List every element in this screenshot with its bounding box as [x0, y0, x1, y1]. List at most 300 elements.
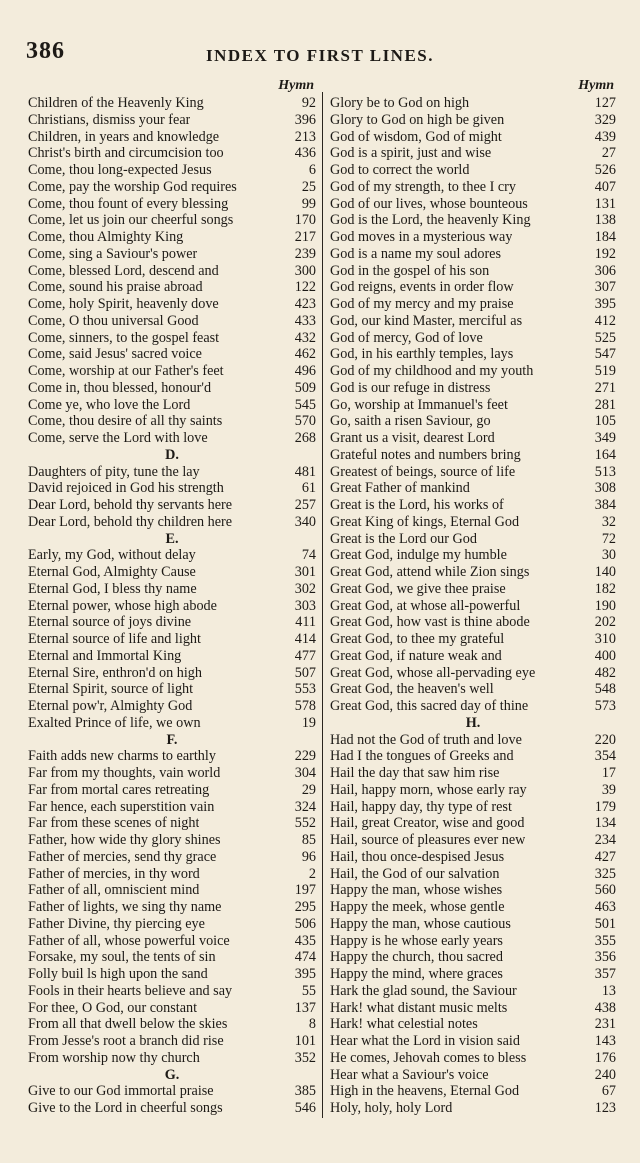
index-entry: [330, 397, 616, 414]
hymn-number: 176: [594, 1049, 616, 1066]
hymn-number: 25: [301, 178, 316, 195]
hymn-number: 474: [294, 949, 316, 966]
index-entry: [330, 313, 616, 330]
hymn-number: 545: [294, 396, 316, 413]
index-entry: [330, 849, 616, 866]
first-line-text: Great God, how vast is thine abode: [330, 614, 530, 631]
index-entry: [28, 966, 316, 983]
hymn-number: 496: [294, 363, 316, 379]
index-entry: [28, 581, 316, 598]
hymn-number: 184: [594, 229, 616, 245]
index-entry: [28, 480, 316, 497]
hymn-number: 560: [594, 882, 616, 899]
index-entry: [28, 95, 316, 112]
index-entry: [28, 1033, 316, 1050]
index-entry: [330, 430, 616, 447]
index-entry: [28, 413, 316, 430]
first-line-text: God of my mercy and my praise: [330, 296, 514, 312]
first-line-text: Eternal Spirit, source of light: [28, 681, 194, 698]
index-entry: [330, 95, 616, 112]
hymn-number: 74: [301, 547, 316, 564]
index-entry: [330, 698, 616, 715]
index-entry: [28, 983, 316, 1000]
index-entry: [330, 1033, 616, 1050]
first-line-text: Christians, dismiss your fear: [28, 111, 191, 128]
hymn-number: 30: [601, 547, 616, 564]
index-entry: [330, 464, 616, 481]
first-line-text: Eternal source of joys divine: [28, 614, 192, 631]
first-line-text: God of my childhood and my youth: [330, 363, 534, 379]
first-line-text: Dear Lord, behold thy children here: [28, 513, 233, 530]
hymn-number: 197: [294, 882, 316, 899]
first-line-text: Give to our God immortal praise: [28, 1083, 214, 1100]
page-number: 386: [26, 38, 65, 64]
first-line-text: Great God, at whose all-powerful: [330, 597, 521, 614]
index-entry: [330, 363, 616, 380]
index-entry: [330, 296, 616, 313]
first-line-text: Children of the Heavenly King: [28, 95, 204, 111]
first-line-text: Father of all, whose powerful voice: [28, 932, 230, 949]
hymn-number: 395: [294, 966, 316, 982]
hymn-number: 301: [294, 564, 316, 580]
hymn-number: 553: [294, 681, 316, 698]
index-entry: [330, 196, 616, 213]
index-entry: [28, 715, 316, 732]
first-line-text: From worship now thy church: [28, 1049, 200, 1066]
hymn-number: 435: [294, 932, 316, 949]
first-line-text: Eternal Sire, enthron'd on high: [28, 664, 202, 681]
hymn-number: 548: [594, 681, 616, 698]
index-entry: [330, 866, 616, 883]
hymn-number: 325: [594, 865, 616, 882]
index-entry: [330, 564, 616, 581]
index-entry: [330, 631, 616, 648]
index-entry: [28, 564, 316, 581]
first-line-text: Give to the Lord in cheerful songs: [28, 1100, 223, 1116]
index-entry: [28, 464, 316, 481]
hymn-number: 462: [294, 346, 316, 363]
first-line-text: Great God, whose all-pervading eye: [330, 664, 536, 681]
hymn-number: 519: [594, 363, 616, 379]
index-entry: [330, 212, 616, 229]
index-entry: [330, 380, 616, 397]
first-line-text: Come, sinners, to the gospel feast: [28, 329, 220, 346]
index-entry: [330, 748, 616, 765]
first-line-text: Father of lights, we sing thy name: [28, 899, 222, 915]
index-entry: [330, 1067, 616, 1084]
hymn-number: 101: [294, 1033, 316, 1049]
hymn-column-header: Hymn: [578, 78, 614, 93]
hymn-number: 182: [594, 580, 616, 597]
first-line-text: Far from my thoughts, vain world: [28, 765, 221, 781]
index-entry: [28, 782, 316, 799]
hymn-number: 438: [594, 999, 616, 1016]
index-entry: [330, 1100, 616, 1117]
hymn-number: 463: [594, 899, 616, 915]
first-line-text: Greatest of beings, source of life: [330, 463, 516, 480]
first-line-text: God is a spirit, just and wise: [330, 145, 492, 162]
hymn-number: 96: [301, 848, 316, 865]
hymn-number: 55: [301, 982, 316, 999]
left-column: [28, 78, 316, 1117]
first-line-text: God of mercy, God of love: [330, 329, 483, 346]
section-letter: G.: [164, 1066, 180, 1083]
first-line-text: Children, in years and knowledge: [28, 128, 220, 145]
index-entry: [28, 832, 316, 849]
index-entry: [330, 129, 616, 146]
index-entry: [28, 882, 316, 899]
first-line-text: Come, holy Spirit, heavenly dove: [28, 296, 219, 312]
index-entry: [330, 648, 616, 665]
column-divider: [322, 92, 323, 1118]
hymn-number: 395: [594, 296, 616, 312]
index-entry: [28, 246, 316, 263]
first-line-text: Great God, the heaven's well: [330, 681, 494, 698]
index-entry: [28, 698, 316, 715]
hymn-number: 17: [601, 765, 616, 781]
first-line-text: Come, worship at our Father's feet: [28, 363, 224, 379]
first-line-text: Come, thou fount of every blessing: [28, 195, 229, 212]
hymn-number: 439: [594, 128, 616, 145]
index-entry: [28, 380, 316, 397]
hymn-number: 513: [594, 463, 616, 480]
first-line-text: Hark the glad sound, the Saviour: [330, 982, 517, 999]
first-line-text: Great is the Lord, his works of: [330, 497, 504, 513]
hymn-number: 123: [594, 1100, 616, 1116]
first-line-text: Great God, this sacred day of thine: [330, 698, 529, 714]
first-line-text: Far from mortal cares retreating: [28, 781, 210, 798]
hymn-number: 134: [594, 815, 616, 832]
index-entry: [28, 279, 316, 296]
first-line-text: God to correct the world: [330, 162, 470, 178]
first-line-text: Hail, the God of our salvation: [330, 865, 500, 882]
index-entry: [28, 799, 316, 816]
first-line-text: Hail, great Creator, wise and good: [330, 815, 525, 832]
first-line-text: Great King of kings, Eternal God: [330, 513, 520, 530]
first-line-text: Eternal source of life and light: [28, 631, 201, 647]
first-line-text: For thee, O God, our constant: [28, 999, 198, 1016]
first-line-text: Come, O thou universal Good: [28, 312, 199, 329]
hymn-number: 501: [594, 915, 616, 932]
first-line-text: God is a name my soul adores: [330, 245, 502, 262]
hymn-number: 385: [294, 1083, 316, 1100]
hymn-number: 546: [294, 1100, 316, 1116]
hymn-number: 308: [594, 480, 616, 497]
hymn-number: 526: [594, 162, 616, 178]
first-line-text: God reigns, events in order flow: [330, 279, 514, 296]
hymn-number: 355: [594, 932, 616, 949]
index-entry: [330, 497, 616, 514]
index-entry: [330, 413, 616, 430]
index-entry: [330, 514, 616, 531]
first-line-text: Come, sing a Saviour's power: [28, 245, 198, 262]
index-entry: [28, 1000, 316, 1017]
first-line-text: God is the Lord, the heavenly King: [330, 212, 531, 229]
hymn-number: 482: [594, 664, 616, 681]
first-line-text: Early, my God, without delay: [28, 547, 196, 564]
index-entry: [28, 346, 316, 363]
index-entry: [330, 665, 616, 682]
first-line-text: Great God, if nature weak and: [330, 647, 502, 664]
first-line-text: Come, let us join our cheerful songs: [28, 212, 234, 229]
first-line-text: Hail the day that saw him rise: [330, 765, 500, 781]
first-line-text: Happy is he whose early years: [330, 932, 503, 949]
hymn-number: 239: [294, 245, 316, 262]
first-line-text: Happy the man, whose wishes: [330, 882, 503, 899]
hymn-number: 481: [294, 463, 316, 480]
index-entry: [28, 916, 316, 933]
index-entry: [28, 765, 316, 782]
section-letter: E.: [165, 530, 179, 547]
hymn-number: 525: [594, 329, 616, 346]
hymn-number: 349: [594, 430, 616, 446]
hymn-number: 340: [294, 513, 316, 530]
index-entry: [330, 983, 616, 1000]
first-line-text: God moves in a mysterious way: [330, 229, 513, 245]
index-entry: [330, 933, 616, 950]
hymn-number: 61: [301, 480, 316, 497]
hymn-number: 190: [594, 597, 616, 614]
hymn-number: 300: [294, 262, 316, 279]
index-entry: [330, 949, 616, 966]
hymn-number: 310: [594, 631, 616, 647]
hymn-number: 67: [601, 1083, 616, 1100]
first-line-text: Eternal pow'r, Almighty God: [28, 698, 193, 714]
hymn-number: 13: [601, 982, 616, 999]
first-line-text: Christ's birth and circumcision too: [28, 145, 224, 162]
hymn-number: 356: [594, 949, 616, 966]
index-entry: [28, 162, 316, 179]
index-entry: [28, 313, 316, 330]
first-line-text: Come, serve the Lord with love: [28, 430, 208, 446]
index-entry: [330, 162, 616, 179]
hymn-number: 307: [594, 279, 616, 296]
index-entry: [330, 346, 616, 363]
first-line-text: Father Divine, thy piercing eye: [28, 915, 205, 932]
first-line-text: Glory to God on high be given: [330, 111, 505, 128]
hymn-number: 29: [301, 781, 316, 798]
first-line-text: Father, how wide thy glory shines: [28, 832, 221, 848]
first-line-text: Happy the man, whose cautious: [330, 915, 511, 932]
page-title: INDEX TO FIRST LINES.: [205, 46, 435, 65]
hymn-number: 329: [594, 111, 616, 128]
index-entry: [28, 866, 316, 883]
first-line-text: Happy the church, thou sacred: [330, 949, 503, 966]
hymn-number: 32: [601, 513, 616, 530]
hymn-number: 412: [594, 312, 616, 329]
hymn-number: 231: [594, 1016, 616, 1033]
first-line-text: Far from these scenes of night: [28, 815, 200, 832]
first-line-text: Hail, thou once-despised Jesus: [330, 848, 505, 865]
first-line-text: Come, thou long-expected Jesus: [28, 162, 212, 178]
index-entry: [28, 614, 316, 631]
index-entry: [28, 949, 316, 966]
hymn-number: 202: [594, 614, 616, 631]
hymn-number: 354: [594, 748, 616, 765]
first-line-text: Great Father of mankind: [330, 480, 470, 497]
hymn-number: 39: [601, 781, 616, 798]
first-line-text: Hail, source of pleasures ever new: [330, 832, 526, 848]
first-line-text: God of wisdom, God of might: [330, 128, 502, 145]
index-entry: [28, 665, 316, 682]
index-entry: [330, 447, 616, 464]
first-line-text: God of my strength, to thee I cry: [330, 178, 516, 195]
first-line-text: Great is the Lord our God: [330, 530, 477, 547]
index-entry: [330, 966, 616, 983]
first-line-text: Hail, happy day, thy type of rest: [330, 798, 512, 815]
section-letter: H.: [465, 714, 481, 731]
first-line-text: Come, blessed Lord, descend and: [28, 262, 219, 279]
hymn-number: 306: [594, 262, 616, 279]
hymn-number: 547: [594, 346, 616, 363]
hymn-number: 433: [294, 312, 316, 329]
section-letter: D.: [165, 446, 179, 463]
first-line-text: Grateful notes and numbers bring: [330, 446, 521, 463]
hymn-number: 220: [594, 731, 616, 748]
first-line-text: Far hence, each superstition vain: [28, 798, 215, 815]
first-line-text: David rejoiced in God his strength: [28, 480, 224, 497]
index-entry: [28, 1083, 316, 1100]
section-letter: F.: [166, 731, 178, 748]
index-entry: [28, 497, 316, 514]
first-line-text: Had not the God of truth and love: [330, 731, 522, 748]
hymn-number: 122: [294, 279, 316, 296]
hymn-number: 357: [594, 966, 616, 982]
index-entry: [28, 263, 316, 280]
index-entry: [28, 748, 316, 765]
first-line-text: Hear what a Saviour's voice: [330, 1066, 489, 1083]
first-line-text: Great God, we give thee praise: [330, 580, 506, 597]
hymn-number: 295: [294, 899, 316, 915]
index-entry: [28, 1016, 316, 1033]
first-line-text: Holy, holy, holy Lord: [330, 1100, 453, 1116]
first-line-text: God, our kind Master, merciful as: [330, 312, 523, 329]
first-line-text: Grant us a visit, dearest Lord: [330, 430, 495, 446]
index-entry: [28, 1050, 316, 1067]
index-entry: [330, 531, 616, 548]
first-line-text: Faith adds new charms to earthly: [28, 748, 216, 765]
hymn-number: 268: [294, 430, 316, 446]
hymn-number: 72: [601, 530, 616, 547]
index-entry: [28, 363, 316, 380]
index-entry: [28, 179, 316, 196]
index-entry: [330, 916, 616, 933]
index-entry: [28, 1100, 316, 1117]
first-line-text: Had I the tongues of Greeks and: [330, 748, 514, 765]
hymn-number: 384: [594, 497, 616, 513]
first-line-text: Daughters of pity, tune the lay: [28, 463, 200, 480]
hymn-number: 302: [294, 580, 316, 597]
first-line-text: Father of mercies, in thy word: [28, 865, 200, 882]
first-line-text: Hail, happy morn, whose early ray: [330, 781, 527, 798]
first-line-text: Hear what the Lord in vision said: [330, 1033, 520, 1049]
index-entry: [28, 145, 316, 162]
index-entry: [28, 899, 316, 916]
first-line-text: Great God, to thee my grateful: [330, 631, 505, 647]
index-entry: [28, 815, 316, 832]
hymn-number: 105: [594, 413, 616, 430]
index-entry: [330, 145, 616, 162]
index-entry: [28, 229, 316, 246]
hymn-number: 304: [294, 765, 316, 781]
hymn-number: 127: [594, 95, 616, 111]
index-entry: [330, 112, 616, 129]
first-line-text: Exalted Prince of life, we own: [28, 714, 201, 731]
first-line-text: From Jesse's root a branch did rise: [28, 1033, 224, 1049]
hymn-number: 85: [301, 832, 316, 848]
index-entry: [28, 648, 316, 665]
first-line-text: Come, thou desire of all thy saints: [28, 413, 223, 430]
index-entry: [28, 112, 316, 129]
first-line-text: God is our refuge in distress: [330, 379, 491, 396]
hymn-number: 217: [294, 229, 316, 245]
index-entry: [330, 598, 616, 615]
first-line-text: Great God, indulge my humble: [330, 547, 507, 564]
first-line-text: Great God, attend while Zion sings: [330, 564, 530, 580]
hymn-number: 396: [294, 111, 316, 128]
hymn-column-header: Hymn: [278, 78, 314, 93]
index-entry: [330, 765, 616, 782]
hymn-number: 414: [294, 631, 316, 647]
first-line-text: Father of mercies, send thy grace: [28, 848, 217, 865]
hymn-number: 213: [294, 128, 316, 145]
first-line-text: High in the heavens, Eternal God: [330, 1083, 520, 1100]
hymn-number: 324: [294, 798, 316, 815]
first-line-text: Eternal God, I bless thy name: [28, 580, 197, 597]
hymn-number: 400: [594, 647, 616, 664]
index-entry: [28, 631, 316, 648]
first-line-text: Come, thou Almighty King: [28, 229, 184, 245]
index-entry: [28, 212, 316, 229]
index-entry: [28, 598, 316, 615]
hymn-number: 407: [594, 178, 616, 195]
hymn-number: 6: [308, 162, 316, 178]
hymn-number: 570: [294, 413, 316, 430]
index-entry: [330, 547, 616, 564]
hymn-number: 131: [594, 195, 616, 212]
index-entry: [28, 514, 316, 531]
index-entry: [330, 782, 616, 799]
hymn-number: 477: [294, 647, 316, 664]
index-entry: [330, 681, 616, 698]
hymn-number: 573: [594, 698, 616, 714]
first-line-text: Eternal God, Almighty Cause: [28, 564, 196, 580]
index-entry: [330, 882, 616, 899]
first-line-text: God, in his earthly temples, lays: [330, 346, 514, 363]
index-entry: [28, 397, 316, 414]
first-line-text: Fools in their hearts believe and say: [28, 982, 233, 999]
index-entry: [330, 1000, 616, 1017]
index-entry: [28, 681, 316, 698]
first-line-text: Eternal and Immortal King: [28, 647, 182, 664]
hymn-number: 138: [594, 212, 616, 229]
first-line-text: Come, said Jesus' sacred voice: [28, 346, 202, 363]
hymn-number: 229: [294, 748, 316, 765]
right-column: [330, 78, 616, 1117]
hymn-number: 170: [294, 212, 316, 229]
index-entry: [330, 1050, 616, 1067]
first-line-text: Hark! what celestial notes: [330, 1016, 478, 1033]
hymn-number: 436: [294, 145, 316, 162]
index-entry: [330, 799, 616, 816]
first-line-text: Happy the mind, where graces: [330, 966, 503, 982]
index-entry: [330, 1016, 616, 1033]
index-entry: [28, 547, 316, 564]
index-entry: [28, 933, 316, 950]
index-entry: [330, 330, 616, 347]
first-line-text: Come ye, who love the Lord: [28, 396, 191, 413]
hymn-number: 509: [294, 379, 316, 396]
